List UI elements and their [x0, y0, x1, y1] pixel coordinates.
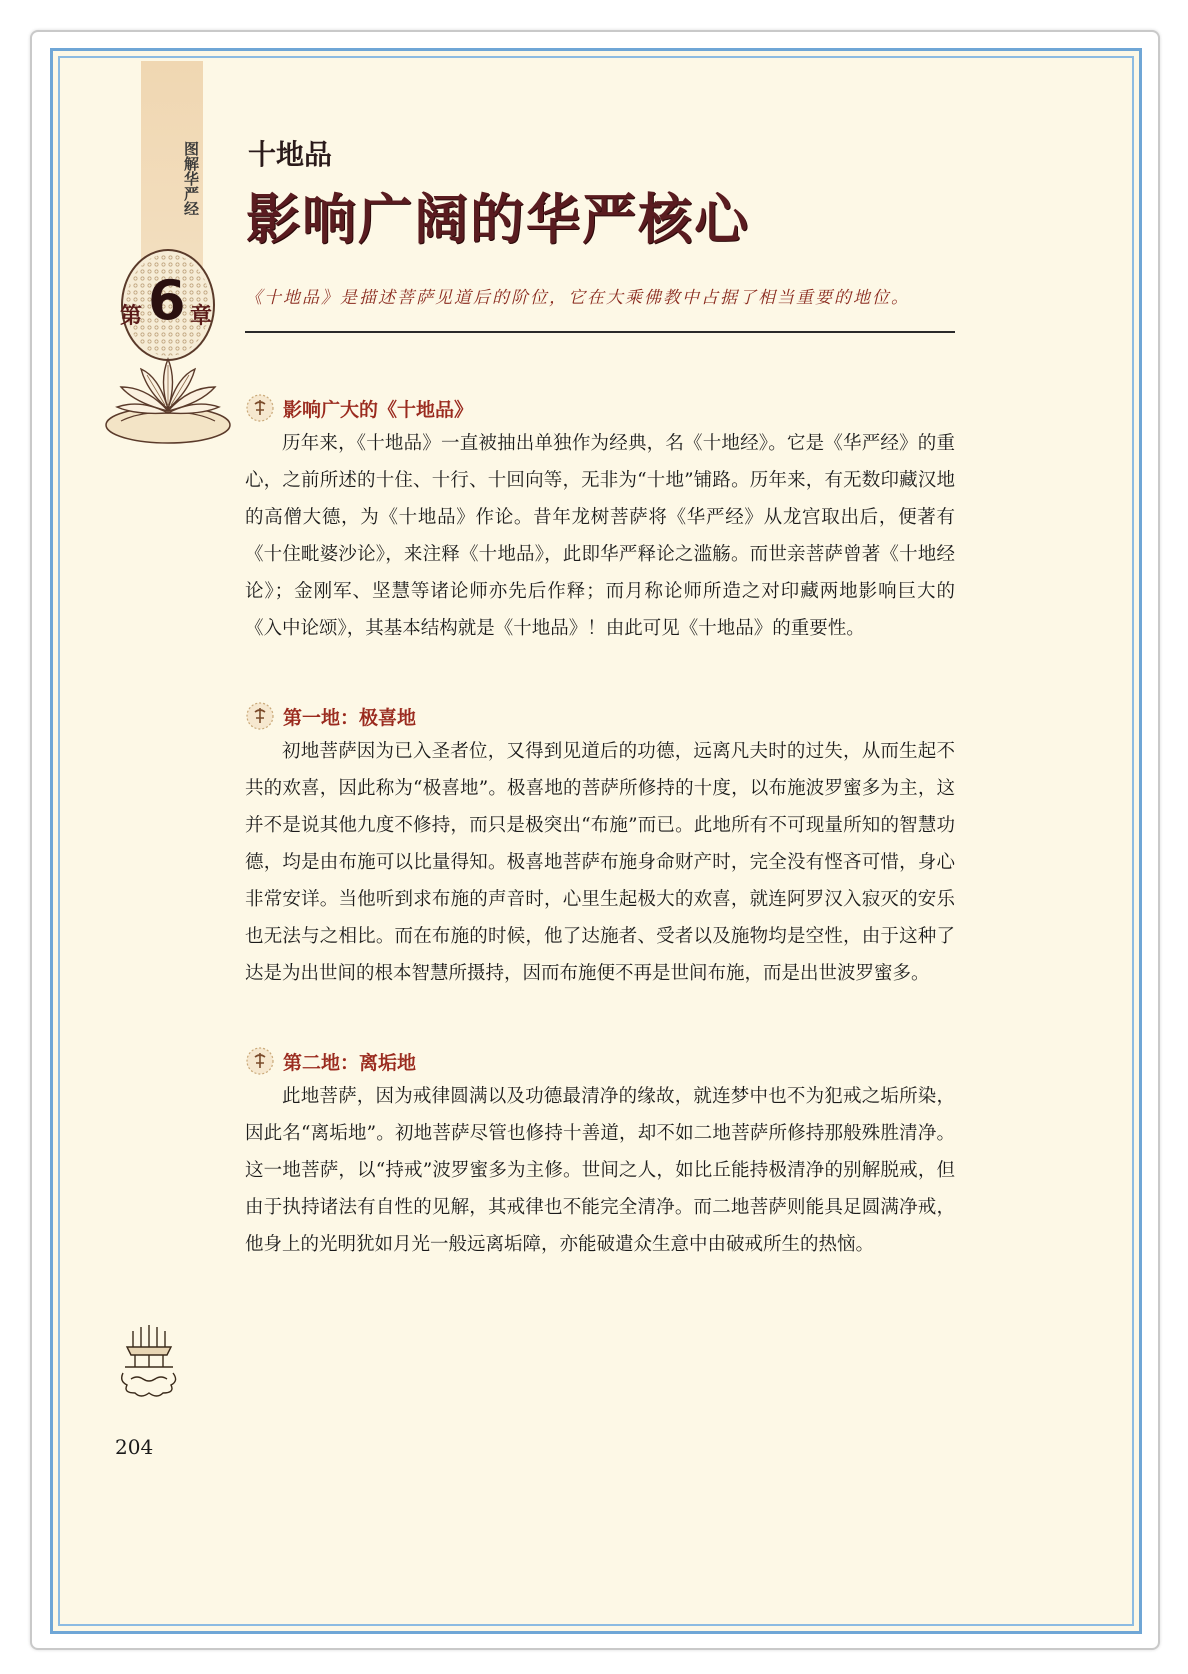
book-title-vertical: 图解华严经	[182, 140, 200, 216]
chapter-suffix: 章	[190, 304, 213, 329]
section-body-1: 历年来，《十地品》一直被抽出单独作为经典，名《十地经》。它是《华严经》的重心，之前所述的十住、十行、十回向等，无非为“十地”铺路。历年来，有无数印藏汉地的高僧大德，为《十地品》作论。昔年龙树菩萨将《华严经》从龙宫取出后，便著有《十住毗婆沙论》，来注释《十地品》，此即华严释论之滥觞。而世亲菩萨曾著《十地经论》；金刚军、坚慧等诸论师亦先后作释；而月称论师所造之对印藏两地影响巨大的《入中论颂》，其基本结构就是《十地品》！由此可见《十地品》的重要性。	[245, 433, 955, 639]
book-page	[50, 48, 1142, 1634]
chapter-badge	[118, 247, 218, 363]
page-title: 影响广阔的华严核心	[246, 188, 750, 251]
page-number: 204	[115, 1435, 154, 1459]
section-body-3: 此地菩萨，因为戒律圆满以及功德最清净的缘故，就连梦中也不为犯戒之垢所染，因此名“离垢地”。初地菩萨尽管也修持十善道，却不如二地菩萨所修持那般殊胜清净。这一地菩萨，以“持戒”波罗蜜多为主修。世间之人，如比丘能持极清净的别解脱戒，但由于执持诸法有自性的见解，其戒律也不能完全清净。而二地菩萨则能具足圆满净戒，他身上的光明犹如月光一般远离垢障，亦能破遣众生意中由破戒所生的热恼。	[245, 1086, 955, 1255]
section-heading-3	[245, 1046, 416, 1076]
chapter-number: 6	[148, 269, 186, 332]
section-body-2: 初地菩萨因为已入圣者位，又得到见道后的功德，远离凡夫时的过失，从而生起不共的欢喜，因此称为“极喜地”。极喜地的菩萨所修持的十度，以布施波罗蜜多为主，这并不是说其他九度不修持，而只是极突出“布施”而已。此地所有不可现量所知的智慧功德，均是由布施可以比量得知。极喜地菩萨布施身命财产时，完全没有悭吝可惜，身心非常安详。当他听到求布施的声音时，心里生起极大的欢喜，就连阿罗汉入寂灭的安乐也无法与之相比。而在布施的时候，他了达施者、受者以及施物均是空性，由于这种了达是为出世间的根本智慧所摄持，因而布施便不再是世间布施，而是出世波罗蜜多。	[245, 741, 955, 984]
section-heading-text: 影响广大的《十地品》	[283, 398, 474, 421]
intro-text: 《十地品》是描述菩萨见道后的阶位，它在大乘佛教中占据了相当重要的地位。	[245, 288, 910, 308]
section-marker-icon	[245, 393, 275, 423]
section-marker-icon	[245, 701, 275, 731]
chapter-subtitle: 十地品	[248, 138, 333, 171]
section-heading-text: 第一地：极喜地	[283, 706, 417, 729]
section-heading-text: 第二地：离垢地	[283, 1051, 417, 1074]
section-marker-icon	[245, 1046, 275, 1076]
section-heading-1	[245, 393, 473, 423]
chapter-prefix: 第	[120, 304, 143, 329]
section-heading-2	[245, 701, 416, 731]
title-divider	[245, 331, 955, 333]
temple-ornament-icon	[113, 1321, 183, 1401]
lotus-icon	[101, 351, 235, 451]
